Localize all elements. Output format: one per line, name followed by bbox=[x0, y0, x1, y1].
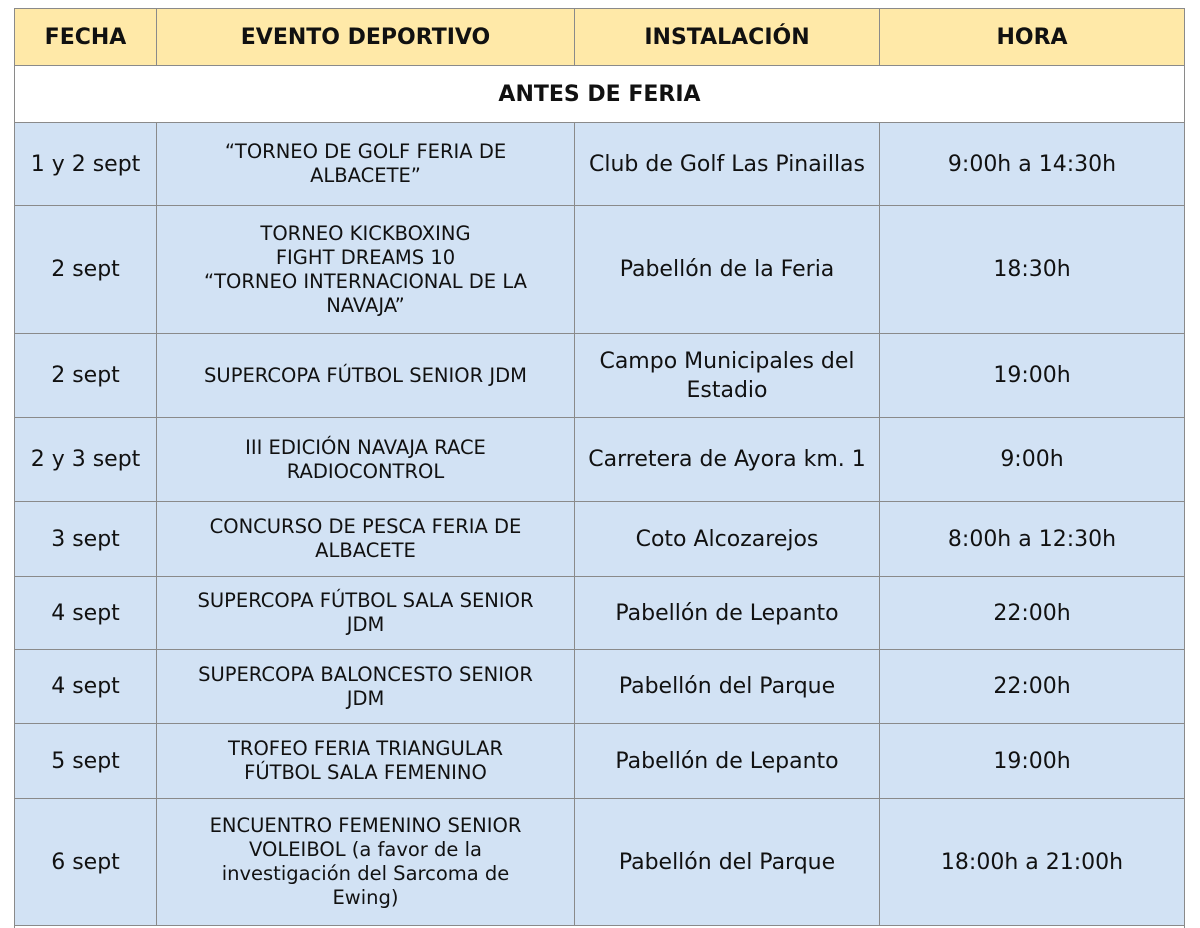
cell-fecha: 4 sept bbox=[15, 650, 157, 724]
section-title: ANTES DE FERIA bbox=[15, 66, 1185, 123]
table-row bbox=[15, 418, 1185, 502]
cell-evento bbox=[157, 334, 575, 418]
evento-line: ALBACETE” bbox=[310, 164, 421, 187]
cell-evento bbox=[157, 650, 575, 724]
cell-hora: 8:00h a 12:30h bbox=[880, 502, 1185, 577]
header-row bbox=[15, 9, 1185, 66]
cell-fecha: 6 sept bbox=[15, 799, 157, 926]
evento-line: JDM bbox=[346, 686, 385, 710]
cell-hora: 18:00h a 21:00h bbox=[880, 799, 1185, 926]
section-row bbox=[15, 66, 1185, 123]
cell-fecha: 2 y 3 sept bbox=[15, 418, 157, 502]
header-evento: EVENTO DEPORTIVO bbox=[157, 9, 575, 66]
cell-hora: 19:00h bbox=[880, 334, 1185, 418]
header-fecha: FECHA bbox=[15, 9, 157, 66]
evento-line: SUPERCOPA FÚTBOL SENIOR JDM bbox=[204, 363, 527, 387]
evento-line: FÚTBOL SALA FEMENINO bbox=[244, 761, 487, 784]
cell-hora: 22:00h bbox=[880, 650, 1185, 724]
cell-instalacion: Campo Municipales del Estadio bbox=[575, 334, 880, 418]
cell-hora: 18:30h bbox=[880, 206, 1185, 334]
cell-evento bbox=[157, 206, 575, 334]
evento-line: VOLEIBOL (a favor de la bbox=[249, 838, 482, 861]
table-row bbox=[15, 206, 1185, 334]
evento-line: RADIOCONTROL bbox=[286, 459, 445, 483]
table-row bbox=[15, 334, 1185, 418]
cell-hora: 9:00h a 14:30h bbox=[880, 123, 1185, 206]
cell-instalacion: Pabellón del Parque bbox=[575, 650, 880, 724]
cell-evento bbox=[157, 418, 575, 502]
evento-line: TORNEO KICKBOXING bbox=[260, 221, 471, 245]
cell-evento bbox=[157, 724, 575, 799]
evento-line: SUPERCOPA BALONCESTO SENIOR bbox=[198, 662, 533, 686]
table-row bbox=[15, 123, 1185, 206]
table-row bbox=[15, 799, 1185, 926]
table-row bbox=[15, 650, 1185, 724]
cell-instalacion: Coto Alcozarejos bbox=[575, 502, 880, 577]
evento-line: TROFEO FERIA TRIANGULAR bbox=[228, 737, 503, 760]
cell-fecha: 2 sept bbox=[15, 206, 157, 334]
cell-instalacion: Pabellón del Parque bbox=[575, 799, 880, 926]
table-row bbox=[15, 724, 1185, 799]
cell-fecha: 4 sept bbox=[15, 577, 157, 650]
evento-line: ALBACETE bbox=[315, 539, 416, 562]
table-row bbox=[15, 577, 1185, 650]
cell-instalacion: Pabellón de Lepanto bbox=[575, 577, 880, 650]
evento-line: FIGHT DREAMS 10 bbox=[275, 245, 456, 269]
cell-hora: 19:00h bbox=[880, 724, 1185, 799]
cell-fecha: 5 sept bbox=[15, 724, 157, 799]
events-table bbox=[14, 8, 1185, 928]
cell-instalacion: Carretera de Ayora km. 1 bbox=[575, 418, 880, 502]
evento-line: “TORNEO INTERNACIONAL DE LA bbox=[204, 269, 527, 293]
evento-line: investigación del Sarcoma de bbox=[221, 862, 510, 885]
cell-evento bbox=[157, 502, 575, 577]
evento-line: NAVAJA” bbox=[326, 293, 405, 317]
evento-line: Ewing) bbox=[332, 886, 399, 909]
cell-hora: 22:00h bbox=[880, 577, 1185, 650]
cell-fecha: 1 y 2 sept bbox=[15, 123, 157, 206]
header-hora: HORA bbox=[880, 9, 1185, 66]
evento-line: JDM bbox=[346, 613, 385, 636]
header-instalacion: INSTALACIÓN bbox=[575, 9, 880, 66]
evento-line: ENCUENTRO FEMENINO SENIOR bbox=[209, 814, 522, 837]
cell-instalacion: Pabellón de Lepanto bbox=[575, 724, 880, 799]
cell-hora: 9:00h bbox=[880, 418, 1185, 502]
cell-fecha: 2 sept bbox=[15, 334, 157, 418]
cell-instalacion: Pabellón de la Feria bbox=[575, 206, 880, 334]
evento-line: SUPERCOPA FÚTBOL SALA SENIOR bbox=[197, 589, 534, 612]
evento-line: III EDICIÓN NAVAJA RACE bbox=[245, 435, 486, 459]
evento-line: CONCURSO DE PESCA FERIA DE bbox=[209, 515, 522, 538]
cell-evento bbox=[157, 799, 575, 926]
cell-evento bbox=[157, 577, 575, 650]
cell-evento bbox=[157, 123, 575, 206]
evento-line: “TORNEO DE GOLF FERIA DE bbox=[224, 140, 507, 163]
cell-instalacion: Club de Golf Las Pinaillas bbox=[575, 123, 880, 206]
table-row bbox=[15, 502, 1185, 577]
cell-fecha: 3 sept bbox=[15, 502, 157, 577]
